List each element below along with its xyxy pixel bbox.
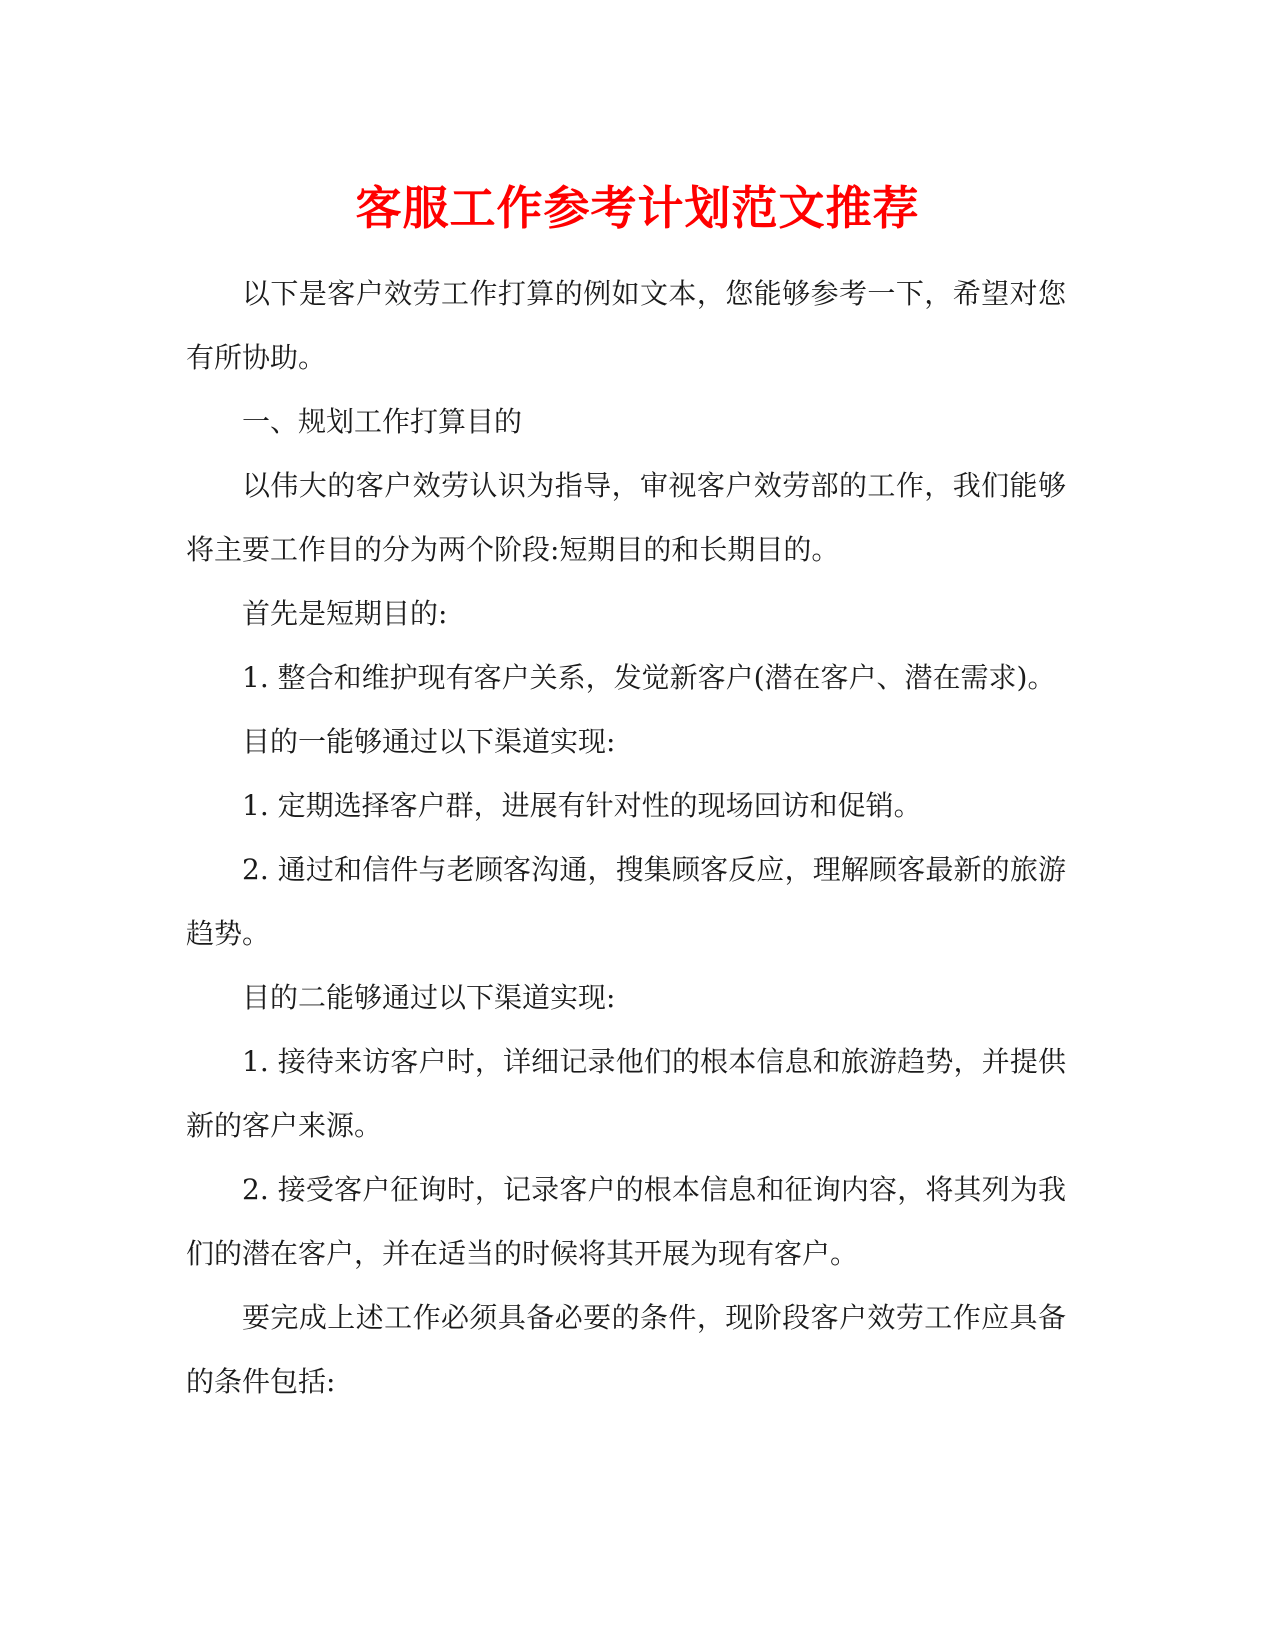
paragraph-intro: 以下是客户效劳工作打算的例如文本，您能够参考一下，希望对您有所协助。: [186, 277, 1066, 374]
paragraph: 目的一能够通过以下渠道实现:: [242, 725, 616, 758]
paragraph: 首先是短期目的:: [242, 597, 448, 630]
document-body: [186, 262, 1066, 1414]
paragraph: 以伟大的客户效劳认识为指导，审视客户效劳部的工作，我们能够将主要工作目的分为两个阶段:短期目的和长期目的。: [186, 469, 1066, 566]
paragraph: 要完成上述工作必须具备必要的条件，现阶段客户效劳工作应具备的条件包括:: [186, 1301, 1066, 1398]
list-item: 2. 接受客户征询时，记录客户的根本信息和征询内容，将其列为我们的潜在客户，并在适当的时候将其开展为现有客户。: [186, 1173, 1066, 1270]
document-title: 客服工作参考计划范文推荐: [355, 181, 920, 235]
list-item: 1. 整合和维护现有客户关系，发觉新客户(潜在客户、潜在需求)。: [242, 661, 1056, 694]
list-item: 1. 接待来访客户时，详细记录他们的根本信息和旅游趋势，并提供新的客户来源。: [186, 1045, 1066, 1142]
paragraph: 目的二能够通过以下渠道实现:: [242, 981, 616, 1014]
section-heading: 一、规划工作打算目的: [242, 405, 523, 438]
list-item: 1. 定期选择客户群，进展有针对性的现场回访和促销。: [242, 789, 922, 822]
list-item: 2. 通过和信件与老顾客沟通，搜集顾客反应，理解顾客最新的旅游趋势。: [186, 853, 1066, 950]
